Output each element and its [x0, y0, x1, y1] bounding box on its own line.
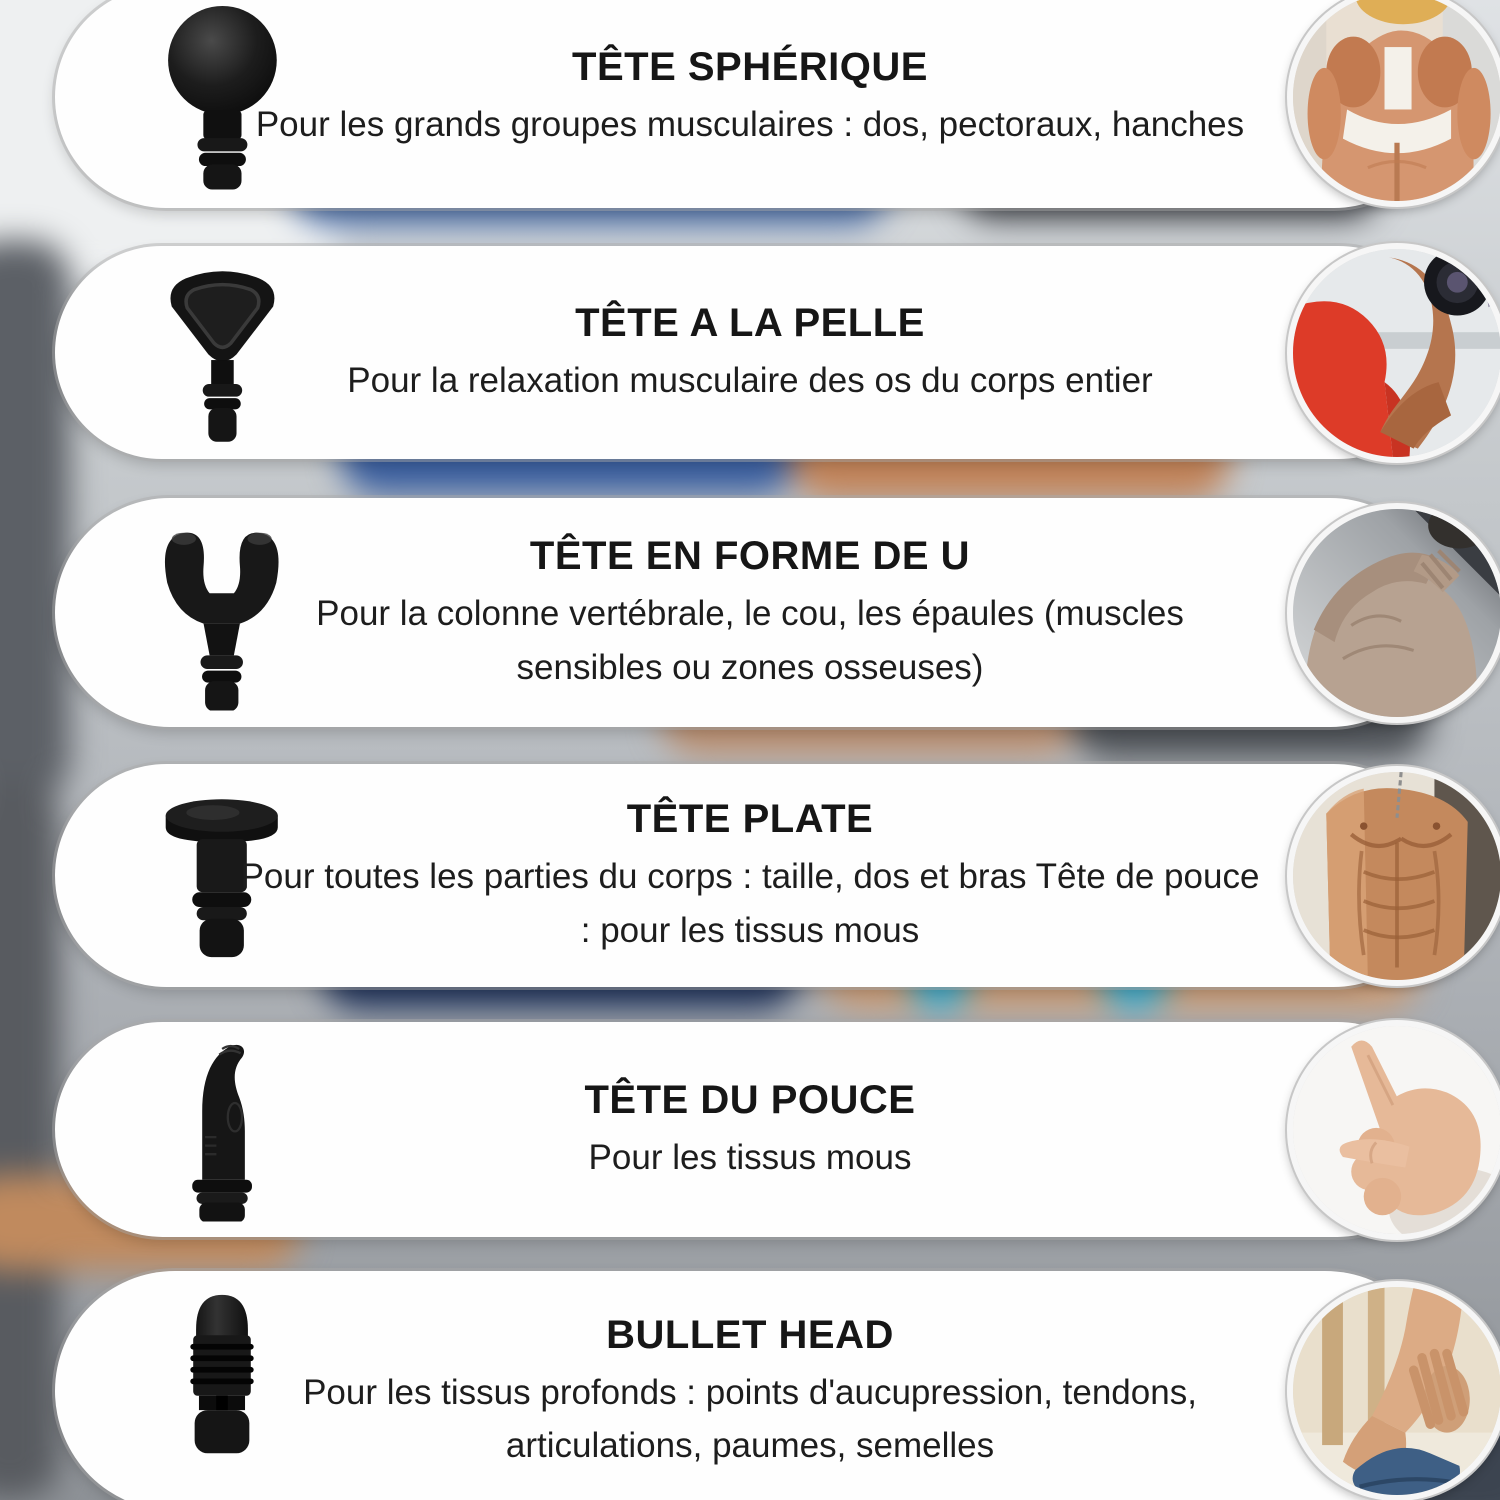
- head-description: Pour les tissus profonds : points d'aucupression, tendons, articulations, paumes, semelles: [303, 1372, 1197, 1465]
- photo-pointing-hand: [1287, 1020, 1500, 1240]
- row-text: [240, 0, 1260, 208]
- row-text: [240, 764, 1260, 987]
- head-title: TÊTE EN FORME DE U: [529, 534, 971, 579]
- head-description: Pour les grands groupes musculaires : dos, pectoraux, hanches: [255, 105, 1245, 145]
- photo-man-abs: [1287, 766, 1500, 986]
- head-description: Pour les tissus mous: [588, 1137, 912, 1177]
- row-tete-spherique: [55, 0, 1445, 208]
- row-text: [240, 246, 1260, 459]
- row-text: [240, 1022, 1260, 1237]
- row-tete-a-la-pelle: [55, 246, 1445, 459]
- head-title: TÊTE DU POUCE: [584, 1077, 916, 1122]
- photo-man-back-neck: [1287, 503, 1500, 723]
- row-tete-en-forme-de-u: [55, 498, 1445, 727]
- photo-ankle-massage: [1287, 1281, 1500, 1500]
- head-title: BULLET HEAD: [606, 1312, 894, 1357]
- photo-man-dumbbell-curl: [1287, 243, 1500, 463]
- head-title: TÊTE A LA PELLE: [575, 300, 925, 345]
- head-description: Pour toutes les parties du corps : taille, dos et bras Tête de pouce : pour les tissus mous: [240, 857, 1260, 950]
- head-description: Pour la colonne vertébrale, le cou, les épaules (muscles sensibles ou zones osseuses): [316, 594, 1184, 687]
- row-text: [240, 1271, 1260, 1500]
- row-tete-plate: [55, 764, 1445, 987]
- row-text: [240, 498, 1260, 727]
- row-bullet-head: [55, 1271, 1445, 1500]
- head-title: TÊTE PLATE: [626, 797, 874, 842]
- head-title: TÊTE SPHÉRIQUE: [572, 45, 928, 90]
- row-tete-du-pouce: [55, 1022, 1445, 1237]
- head-description: Pour la relaxation musculaire des os du corps entier: [347, 360, 1153, 400]
